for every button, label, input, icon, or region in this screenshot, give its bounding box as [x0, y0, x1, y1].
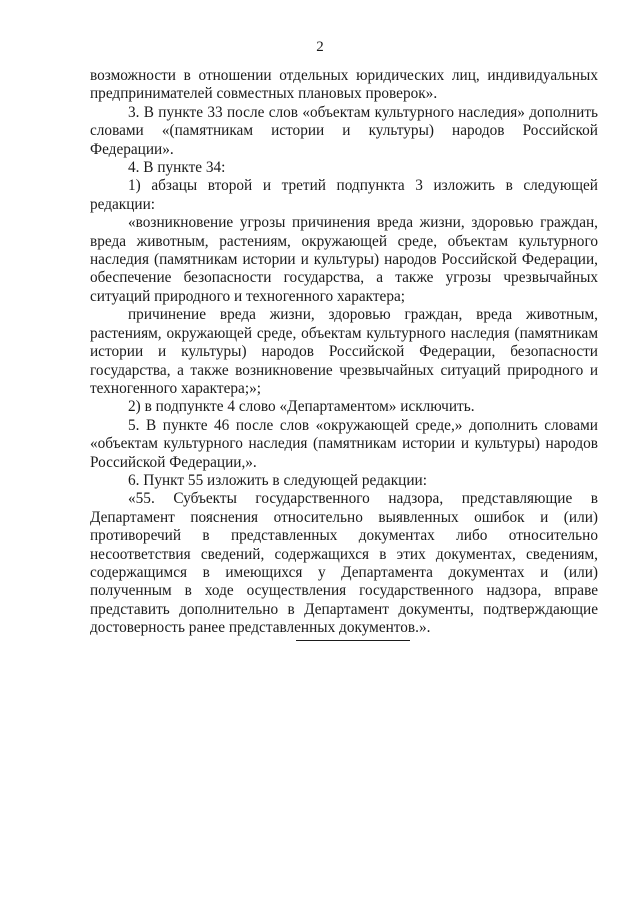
- end-rule: [296, 640, 410, 641]
- paragraph-quote-harm: причинение вреда жизни, здоровью граждан, вреда животным, растениям, окружающей среде, объектам культурного наследия (памятникам истории и культуры) народов Российской Федерации, безопасности государства, а также возникновение чрезвычайных ситуаций природного и техногенного характера;»;: [90, 306, 598, 397]
- paragraph-subitem-1: 1) абзацы второй и третий подпункта 3 изложить в следующей редакции:: [90, 177, 598, 213]
- paragraph-item-3: 3. В пункте 33 после слов «объектам культурного наследия» дополнить словами «(памятникам истории и культуры) народов Российской Федерации».: [90, 103, 598, 158]
- paragraph-item-4: 4. В пункте 34:: [128, 159, 226, 177]
- page-number: 2: [316, 39, 324, 55]
- paragraph-quote-55: «55. Субъекты государственного надзора, представляющие в Департамент пояснения относительно выявленных ошибок и (или) противоречий в представленных документах либо относительно несоответствия сведений, содержащихся в этих документах, сведениям, содержащимся в имеющихся у Департамента документах и (или) полученным в ходе осуществления государственного надзора, вправе представить дополнительно в Департамент документы, подтверждающие достоверность ранее представленных документов.».: [90, 490, 598, 637]
- paragraph-continuation: возможности в отношении отдельных юридических лиц, индивидуальных предпринимателей совместных плановых проверок».: [90, 67, 598, 103]
- paragraph-item-5: 5. В пункте 46 после слов «окружающей среде,» дополнить словами «объектам культурного наследия (памятникам истории и культуры) народов Российской Федерации,».: [90, 416, 598, 471]
- paragraph-item-6: 6. Пункт 55 изложить в следующей редакции:: [128, 471, 427, 489]
- paragraph-subitem-2: 2) в подпункте 4 слово «Департаментом» исключить.: [128, 398, 475, 416]
- document-body: [90, 67, 598, 638]
- paragraph-quote-threat: «возникновение угрозы причинения вреда жизни, здоровью граждан, вреда животным, растениям, окружающей среде, объектам культурного наследия (памятникам истории и культуры) народов Российской Федерации, обеспечение безопасности государства, а также угрозы чрезвычайных ситуаций природного и техногенного характера;: [90, 214, 598, 305]
